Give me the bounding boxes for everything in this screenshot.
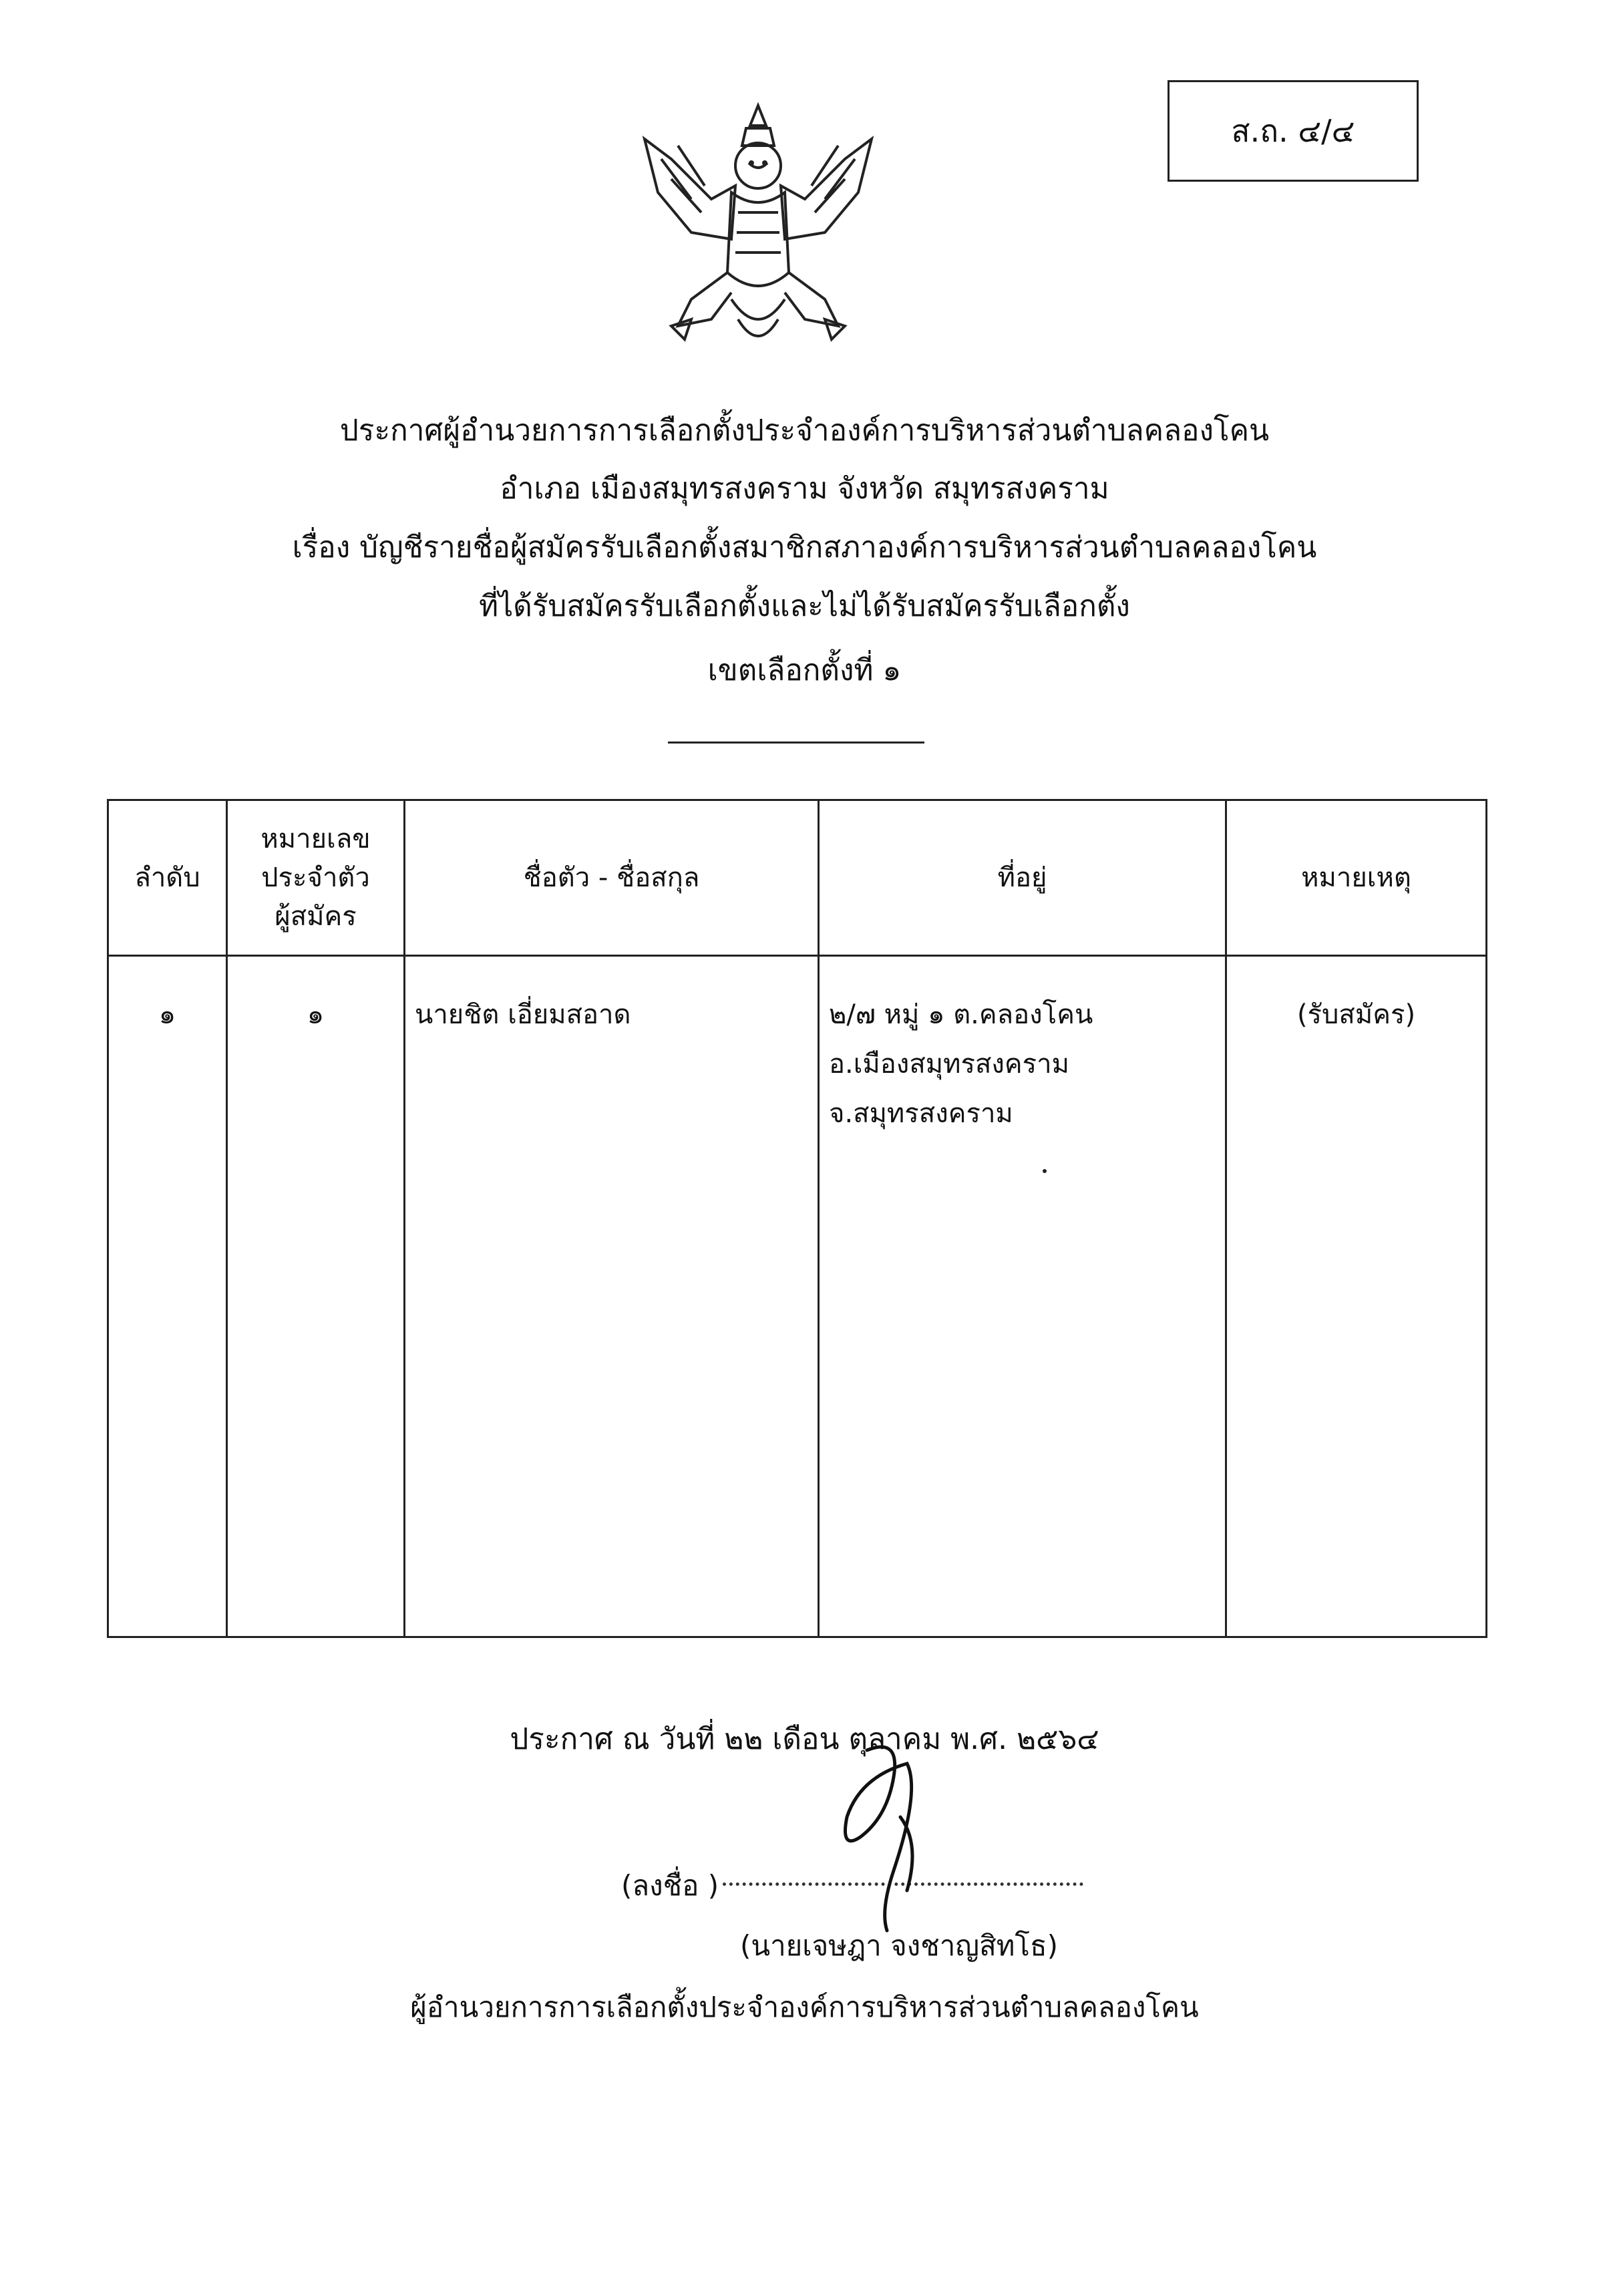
row-address	[819, 956, 1226, 1637]
announce-date: ประกาศ ณ วันที่ ๒๒ เดือน ตุลาคม พ.ศ. ๒๕๖๔	[510, 1722, 1099, 1756]
header-rule	[668, 742, 924, 744]
candidate-table	[107, 799, 1487, 1638]
row-number: ๑	[227, 956, 405, 1637]
row-remark: (รับสมัคร)	[1226, 956, 1487, 1637]
col-number-line1: หมายเลข	[260, 824, 371, 854]
table-row	[108, 956, 1487, 1637]
signer-name: (นายเจษฎา จงชาญสิทโธ)	[740, 1929, 1058, 1962]
col-name: ชื่อตัว - ชื่อสกุล	[405, 800, 819, 956]
col-remark: หมายเหตุ	[1226, 800, 1487, 956]
col-number-line2: ประจำตัว	[261, 862, 370, 893]
row-address-line3: จ.สมุทรสงคราม	[829, 1098, 1013, 1129]
header-district: อำเภอ เมืองสมุทรสงคราม จังหวัด สมุทรสงคราม	[500, 472, 1109, 506]
row-name: นายชิต เอี่ยมสอาด	[405, 956, 819, 1637]
col-order: ลำดับ	[108, 800, 227, 956]
header-subject: เรื่อง บัญชีรายชื่อผู้สมัครรับเลือกตั้งสมาชิกสภาองค์การบริหารส่วนตำบลคลองโคน	[292, 530, 1317, 564]
handwritten-signature	[820, 1737, 934, 1937]
col-address: ที่อยู่	[819, 800, 1226, 956]
col-number-line3: ผู้สมัคร	[275, 901, 357, 932]
row-address-line1: ๒/๗ หมู่ ๑ ต.คลองโคน	[829, 999, 1093, 1030]
row-address-line2: อ.เมืองสมุทรสงคราม	[829, 1049, 1069, 1080]
document-code-box	[1168, 80, 1419, 182]
header-title: ประกาศผู้อำนวยการการเลือกตั้งประจำองค์การบริหารส่วนตำบลคลองโคน	[339, 414, 1270, 448]
col-number	[227, 800, 405, 956]
row-order: ๑	[108, 956, 227, 1637]
header-zone: เขตเลือกตั้งที่ ๑	[707, 653, 902, 687]
ink-speck	[1043, 1169, 1047, 1173]
signature-label: (ลงชื่อ )	[621, 1869, 719, 1902]
header-subject-cont: ที่ได้รับสมัครรับเลือกตั้งและไม่ได้รับสมัครรับเลือกตั้ง	[479, 589, 1130, 623]
document-code: ส.ถ. ๔/๔	[1231, 112, 1355, 149]
table-header-row	[108, 800, 1487, 956]
signer-title: ผู้อำนวยการการเลือกตั้งประจำองค์การบริหารส่วนตำบลคลองโคน	[410, 1991, 1199, 2023]
garuda-emblem	[631, 99, 885, 359]
